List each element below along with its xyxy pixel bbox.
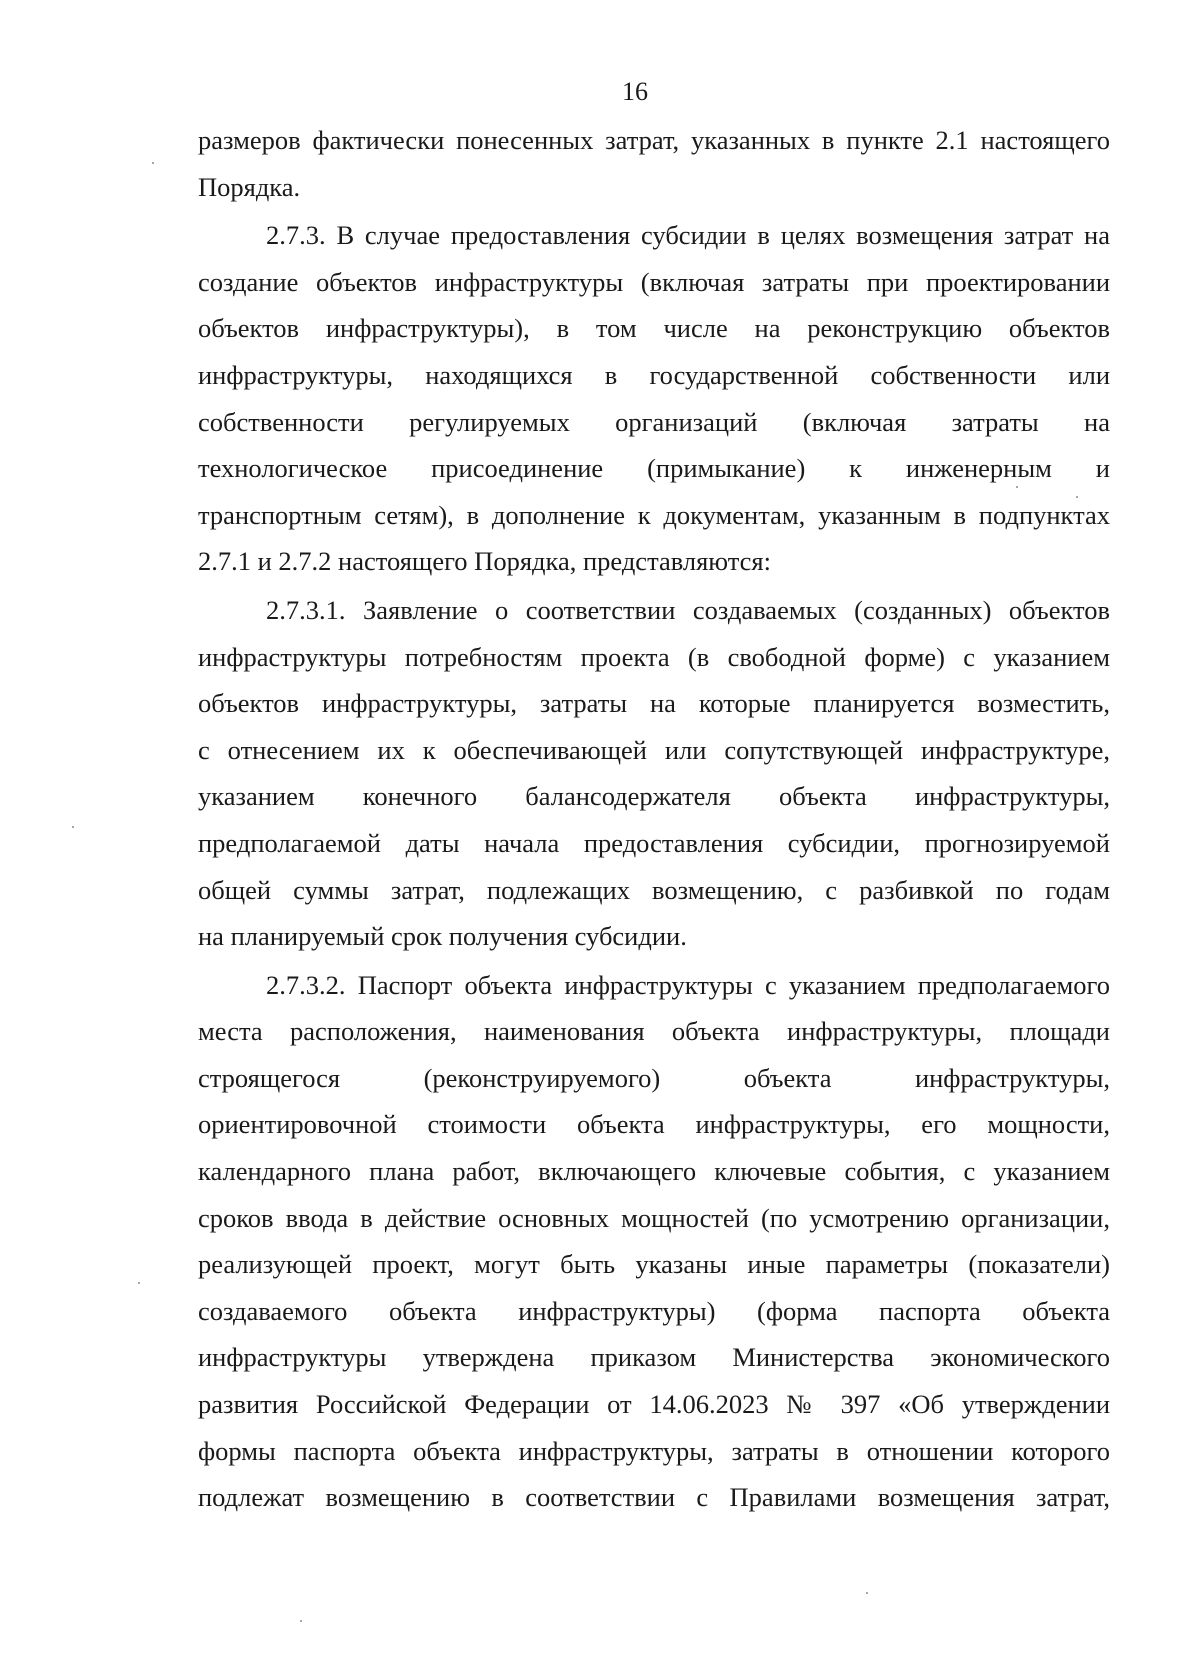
scan-speck <box>1016 486 1018 488</box>
text-line: собственности регулируемых организаций (включая затраты на <box>198 406 1110 437</box>
scan-speck <box>138 1282 140 1284</box>
text-line: с отнесением их к обеспечивающей или сопутствующей инфраструктуре, <box>198 734 1110 765</box>
paragraph-first-line: 2.7.3.1. Заявление о соответствии создаваемых (созданных) объектов <box>266 594 1110 625</box>
text-line: создание объектов инфраструктуры (включая затраты при проектировании <box>198 266 1110 297</box>
text-line: календарного плана работ, включающего ключевые события, с указанием <box>198 1156 1110 1187</box>
scan-speck <box>300 1620 302 1622</box>
text-line: объектов инфраструктуры, затраты на которые планируется возместить, <box>198 688 1110 719</box>
text-line: транспортным сетям), в дополнение к документам, указанным в подпунктах <box>198 499 1110 530</box>
text-line: Порядка. <box>198 171 301 202</box>
scan-speck <box>1076 496 1078 498</box>
text-line: размеров фактически понесенных затрат, указанных в пункте 2.1 настоящего <box>198 125 1110 155</box>
scan-speck <box>152 162 154 164</box>
text-line: строящегося (реконструируемого) объекта инфраструктуры, <box>198 1062 1110 1093</box>
scan-speck <box>72 826 74 828</box>
page-number: 16 <box>622 77 648 106</box>
text-line: ориентировочной стоимости объекта инфраструктуры, его мощности, <box>198 1109 1110 1140</box>
text-line: места расположения, наименования объекта инфраструктуры, площади <box>198 1016 1110 1047</box>
text-line: инфраструктуры потребностям проекта (в свободной форме) с указанием <box>198 641 1110 672</box>
text-line: формы паспорта объекта инфраструктуры, затраты в отношении которого <box>198 1435 1110 1466</box>
paragraph-first-line: 2.7.3. В случае предоставления субсидии в целях возмещения затрат на <box>266 220 1110 251</box>
text-line: инфраструктуры утверждена приказом Министерства экономического <box>198 1342 1110 1373</box>
text-line: указанием конечного балансодержателя объекта инфраструктуры, <box>198 781 1110 812</box>
paragraph-first-line: 2.7.3.2. Паспорт объекта инфраструктуры с указанием предполагаемого <box>266 969 1110 1000</box>
text-line: развития Российской Федерации от 14.06.2023 № 397 «Об утверждении <box>198 1389 1110 1420</box>
document-body <box>198 117 1110 1521</box>
text-line: на планируемый срок получения субсидии. <box>198 921 687 952</box>
text-line: реализующей проект, могут быть указаны иные параметры (показатели) <box>198 1249 1110 1280</box>
scan-speck <box>866 1592 868 1594</box>
text-line: объектов инфраструктуры), в том числе на реконструкцию объектов <box>198 313 1110 344</box>
text-line: предполагаемой даты начала предоставления субсидии, прогнозируемой <box>198 827 1110 858</box>
text-line: подлежат возмещению в соответствии с Правилами возмещения затрат, <box>198 1482 1110 1513</box>
text-line: общей суммы затрат, подлежащих возмещению, с разбивкой по годам <box>198 874 1110 905</box>
text-line: 2.7.1 и 2.7.2 настоящего Порядка, представляются: <box>198 546 771 577</box>
text-line: сроков ввода в действие основных мощностей (по усмотрению организации, <box>198 1202 1110 1233</box>
text-line: инфраструктуры, находящихся в государственной собственности или <box>198 359 1110 390</box>
text-line: технологическое присоединение (примыкание) к инженерным и <box>198 453 1110 484</box>
text-line: создаваемого объекта инфраструктуры) (форма паспорта объекта <box>198 1295 1110 1326</box>
